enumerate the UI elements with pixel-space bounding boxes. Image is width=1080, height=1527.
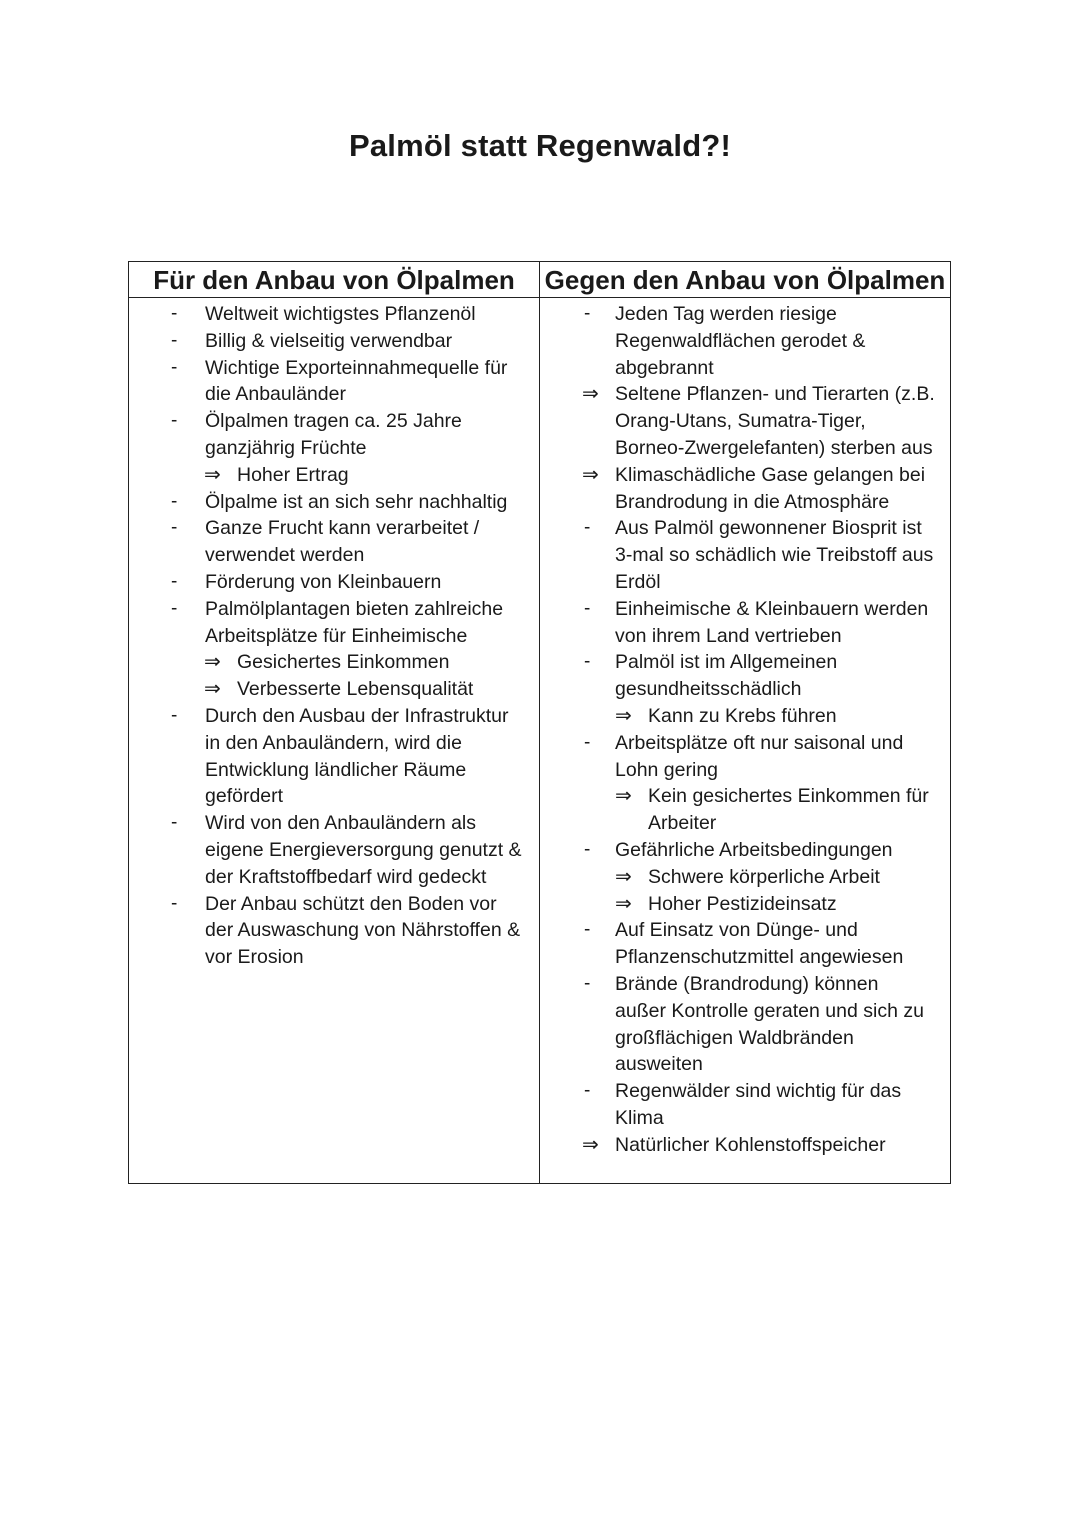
contra-argument-text: 3-mal so schädlich wie Treibstoff aus xyxy=(615,544,934,567)
pro-argument-text: der Kraftstoffbedarf wird gedeckt xyxy=(205,865,487,888)
contra-argument-text: Borneo-Zwergelefanten) sterben aus xyxy=(615,436,933,459)
contra-arguments-list xyxy=(540,298,950,1183)
contra-argument-line xyxy=(540,864,950,891)
pro-argument-text: Hoher Ertrag xyxy=(237,463,349,486)
pro-argument-text: eigene Energieversorgung genutzt & xyxy=(205,838,522,861)
dash-bullet: - xyxy=(171,329,178,351)
pro-argument-text: Billig & vielseitig verwendbar xyxy=(205,329,453,352)
contra-argument-line xyxy=(540,971,950,998)
implies-arrow-icon: ⇒ xyxy=(204,651,221,674)
pro-argument-line xyxy=(129,917,539,944)
pro-argument-text: Verbesserte Lebensqualität xyxy=(237,678,474,701)
implies-arrow-icon: ⇒ xyxy=(615,865,632,888)
contra-argument-text: Orang-Utans, Sumatra-Tiger, xyxy=(615,410,866,433)
contra-column-header: Gegen den Anbau von Ölpalmen xyxy=(540,262,950,298)
implies-arrow-icon: ⇒ xyxy=(204,678,221,701)
pro-argument-text: in den Anbauländern, wird die xyxy=(205,731,462,754)
implies-arrow-icon: ⇒ xyxy=(204,463,221,486)
dash-bullet: - xyxy=(584,919,591,941)
pro-argument-line xyxy=(129,569,539,596)
contra-argument-text: Regenwaldflächen gerodet & xyxy=(615,329,866,352)
contra-argument-line xyxy=(540,998,950,1025)
contra-argument-text: Einheimische & Kleinbauern werden xyxy=(615,597,929,620)
dash-bullet: - xyxy=(171,892,178,914)
pro-argument-line xyxy=(129,703,539,730)
pro-argument-line xyxy=(129,944,539,971)
contra-argument-line xyxy=(540,676,950,703)
contra-argument-text: großflächigen Waldbränden xyxy=(615,1026,854,1049)
contra-argument-text: Erdöl xyxy=(615,570,661,593)
contra-argument-text: Klima xyxy=(615,1106,664,1129)
contra-argument-line xyxy=(540,703,950,730)
dash-bullet: - xyxy=(171,597,178,619)
pro-argument-line xyxy=(129,757,539,784)
pro-argument-line xyxy=(129,810,539,837)
pro-argument-line xyxy=(129,891,539,918)
pro-argument-line xyxy=(129,355,539,382)
pro-argument-line xyxy=(129,301,539,328)
contra-argument-text: Palmöl ist im Allgemeinen xyxy=(615,651,838,674)
contra-argument-text: Arbeiter xyxy=(648,812,717,835)
contra-argument-line xyxy=(540,408,950,435)
dash-bullet: - xyxy=(171,517,178,539)
pro-argument-line xyxy=(129,542,539,569)
contra-argument-text: Schwere körperliche Arbeit xyxy=(648,865,880,888)
contra-argument-text: Aus Palmöl gewonnener Biosprit ist xyxy=(615,517,922,540)
dash-bullet: - xyxy=(171,570,178,592)
contra-argument-line xyxy=(540,569,950,596)
contra-argument-text: Brandrodung in die Atmosphäre xyxy=(615,490,890,513)
contra-argument-line xyxy=(540,1105,950,1132)
dash-bullet: - xyxy=(584,597,591,619)
contra-argument-line xyxy=(540,489,950,516)
pro-argument-text: Durch den Ausbau der Infrastruktur xyxy=(205,704,509,727)
contra-argument-line xyxy=(540,596,950,623)
contra-argument-text: Lohn gering xyxy=(615,758,719,781)
contra-argument-text: Gefährliche Arbeitsbedingungen xyxy=(615,838,893,861)
pro-argument-line xyxy=(129,462,539,489)
contra-argument-text: Jeden Tag werden riesige xyxy=(615,303,837,325)
pro-argument-text: Förderung von Kleinbauern xyxy=(205,570,442,593)
pro-argument-text: vor Erosion xyxy=(205,946,304,969)
contra-argument-line xyxy=(540,944,950,971)
pro-argument-line xyxy=(129,730,539,757)
contra-argument-line xyxy=(540,355,950,382)
contra-argument-line xyxy=(540,381,950,408)
pro-argument-text: Ölpalmen tragen ca. 25 Jahre xyxy=(205,410,462,433)
dash-bullet: - xyxy=(171,356,178,378)
dash-bullet: - xyxy=(584,838,591,860)
pro-argument-line xyxy=(129,623,539,650)
implies-arrow-icon: ⇒ xyxy=(582,463,599,486)
pro-argument-text: Wird von den Anbauländern als xyxy=(205,812,477,835)
pro-argument-text: Palmölplantagen bieten zahlreiche xyxy=(205,597,504,620)
dash-bullet: - xyxy=(171,704,178,726)
dash-bullet: - xyxy=(171,490,178,512)
pro-argument-text: Wichtige Exporteinnahmequelle für xyxy=(205,356,508,379)
contra-argument-line xyxy=(540,435,950,462)
contra-argument-line xyxy=(540,542,950,569)
pro-argument-text: Ölpalme ist an sich sehr nachhaltig xyxy=(205,490,508,513)
contra-argument-text: Natürlicher Kohlenstoffspeicher xyxy=(615,1133,886,1156)
contra-argument-text: außer Kontrolle geraten und sich zu xyxy=(615,999,924,1022)
contra-argument-text: Kann zu Krebs führen xyxy=(648,704,837,727)
contra-argument-line xyxy=(540,515,950,542)
contra-argument-text: von ihrem Land vertrieben xyxy=(615,624,842,647)
contra-argument-text: Kein gesichertes Einkommen für xyxy=(648,785,929,808)
contra-argument-text: abgebrannt xyxy=(615,356,714,379)
dash-bullet: - xyxy=(171,812,178,834)
contra-argument-line xyxy=(540,757,950,784)
pro-argument-text: gefördert xyxy=(205,785,284,808)
contra-argument-line xyxy=(540,1025,950,1052)
implies-arrow-icon: ⇒ xyxy=(615,785,632,808)
implies-arrow-icon: ⇒ xyxy=(582,1133,599,1156)
contra-argument-text: ausweiten xyxy=(615,1053,703,1076)
contra-argument-line xyxy=(540,649,950,676)
contra-argument-text: Klimaschädliche Gase gelangen bei xyxy=(615,463,926,486)
pro-argument-line xyxy=(129,328,539,355)
contra-argument-text: gesundheitsschädlich xyxy=(615,678,802,701)
pro-argument-line xyxy=(129,783,539,810)
pro-argument-text: Weltweit wichtigstes Pflanzenöl xyxy=(205,303,476,325)
dash-bullet: - xyxy=(584,303,591,324)
pro-argument-line xyxy=(129,837,539,864)
pro-argument-text: ganzjährig Früchte xyxy=(205,436,367,459)
implies-arrow-icon: ⇒ xyxy=(582,383,599,406)
pro-argument-line xyxy=(129,649,539,676)
contra-argument-line xyxy=(540,462,950,489)
pro-argument-line xyxy=(129,515,539,542)
pro-argument-text: die Anbauländer xyxy=(205,383,346,406)
dash-bullet: - xyxy=(171,303,178,324)
contra-argument-text: Arbeitsplätze oft nur saisonal und xyxy=(615,731,904,754)
contra-argument-text: Brände (Brandrodung) können xyxy=(615,972,879,995)
pro-contra-table xyxy=(128,261,951,1184)
contra-argument-line xyxy=(540,837,950,864)
pro-argument-text: Ganze Frucht kann verarbeitet / xyxy=(205,517,480,540)
contra-argument-line xyxy=(540,301,950,328)
pro-column-header: Für den Anbau von Ölpalmen xyxy=(129,262,540,298)
contra-argument-text: Auf Einsatz von Dünge- und xyxy=(615,919,858,942)
contra-argument-line xyxy=(540,1078,950,1105)
dash-bullet: - xyxy=(584,651,591,673)
contra-argument-line xyxy=(540,810,950,837)
contra-argument-text: Regenwälder sind wichtig für das xyxy=(615,1080,902,1103)
dash-bullet: - xyxy=(584,517,591,539)
dash-bullet: - xyxy=(584,1080,591,1102)
contra-argument-line xyxy=(540,328,950,355)
pro-argument-text: Arbeitsplätze für Einheimische xyxy=(205,624,468,647)
contra-argument-text: Seltene Pflanzen- und Tierarten (z.B. xyxy=(615,383,935,406)
contra-argument-line xyxy=(540,730,950,757)
pro-argument-text: Entwicklung ländlicher Räume xyxy=(205,758,467,781)
pro-argument-line xyxy=(129,408,539,435)
contra-argument-line xyxy=(540,1051,950,1078)
contra-argument-line xyxy=(540,891,950,918)
contra-argument-line xyxy=(540,1132,950,1159)
pro-argument-line xyxy=(129,489,539,516)
contra-argument-text: Hoher Pestizideinsatz xyxy=(648,892,837,915)
pro-argument-line xyxy=(129,676,539,703)
pro-argument-text: Gesichertes Einkommen xyxy=(237,651,450,674)
contra-argument-line xyxy=(540,917,950,944)
dash-bullet: - xyxy=(584,972,591,994)
pro-arguments-list xyxy=(129,298,540,1183)
dash-bullet: - xyxy=(171,410,178,432)
implies-arrow-icon: ⇒ xyxy=(615,704,632,727)
pro-argument-text: verwendet werden xyxy=(205,544,365,567)
implies-arrow-icon: ⇒ xyxy=(615,892,632,915)
pro-argument-line xyxy=(129,381,539,408)
contra-argument-line xyxy=(540,783,950,810)
dash-bullet: - xyxy=(584,731,591,753)
contra-argument-text: Pflanzenschutzmittel angewiesen xyxy=(615,946,904,969)
pro-argument-line xyxy=(129,864,539,891)
contra-argument-line xyxy=(540,623,950,650)
pro-argument-text: Der Anbau schützt den Boden vor xyxy=(205,892,497,915)
pro-argument-text: der Auswaschung von Nährstoffen & xyxy=(205,919,521,942)
pro-argument-line xyxy=(129,435,539,462)
pro-argument-line xyxy=(129,596,539,623)
page-title: Palmöl statt Regenwald?! xyxy=(348,128,732,163)
